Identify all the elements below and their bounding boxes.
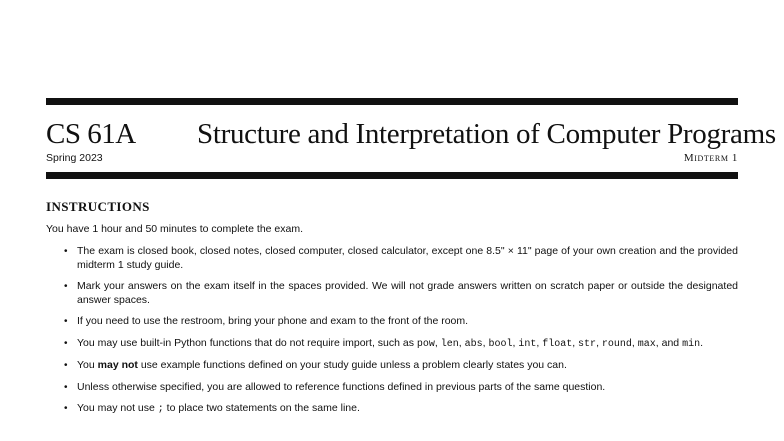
bullet-icon: • xyxy=(64,281,68,292)
bullet-icon: • xyxy=(64,381,68,393)
builtin-function: round xyxy=(601,338,632,350)
separator: , xyxy=(572,336,579,349)
bullet-icon: • xyxy=(64,337,68,349)
exam-name: Midterm 1 xyxy=(683,152,738,164)
term-label: Spring 2023 xyxy=(46,152,103,164)
builtin-function: str xyxy=(578,338,597,350)
list-item-text: Unless otherwise specified, you are allowed to reference functions defined in previous parts of the same question. xyxy=(77,380,606,393)
bullet-icon: • xyxy=(64,246,68,257)
builtin-function: int xyxy=(518,338,537,350)
header-bottom-rule xyxy=(46,172,738,179)
separator: , xyxy=(434,336,441,349)
list-item-suffix: use example functions defined on your study guide unless a problem clearly states you can. xyxy=(137,359,567,371)
bullet-icon: • xyxy=(64,360,68,371)
list-item-suffix: to place two statements on the same line. xyxy=(163,402,360,414)
semicolon-code: ; xyxy=(157,404,164,415)
list-item xyxy=(64,359,738,373)
emphasis-text: may not xyxy=(97,359,138,371)
builtin-function: abs xyxy=(464,338,483,350)
separator: , and xyxy=(655,336,683,349)
list-item-prefix: You xyxy=(77,359,98,371)
header-top-rule xyxy=(46,98,738,105)
list-item xyxy=(64,402,738,417)
list-item xyxy=(64,315,738,329)
list-item-text: If you need to use the restroom, bring your phone and exam to the front of the room. xyxy=(77,315,469,327)
instructions-intro: You have 1 hour and 50 minutes to complete the exam. xyxy=(46,223,304,235)
builtin-function: min xyxy=(682,338,701,350)
bullet-icon: • xyxy=(64,316,68,327)
list-item xyxy=(64,381,738,395)
builtin-function: float xyxy=(542,338,573,350)
course-title: Structure and Interpretation of Computer Programs xyxy=(197,118,776,150)
separator: , xyxy=(458,336,465,349)
list-item-prefix: You may use built-in Python functions that do not require import, such as xyxy=(77,336,417,349)
bullet-icon: • xyxy=(64,403,68,414)
list-item-text xyxy=(77,337,703,349)
course-code: CS 61A xyxy=(46,118,136,150)
list-item-text: Mark your answers on the exam itself in the spaces provided. We will not grade answers written on scratch paper or outside the designated answer spaces. xyxy=(77,280,738,306)
instructions-heading: INSTRUCTIONS xyxy=(46,199,150,214)
builtin-function: max xyxy=(637,338,656,350)
list-item xyxy=(64,280,738,307)
list-item-text xyxy=(77,359,567,371)
builtin-function: len xyxy=(440,338,459,350)
list-item-prefix: You may not use xyxy=(77,402,158,414)
list-item-suffix: . xyxy=(700,336,703,349)
list-item xyxy=(64,245,738,272)
list-item xyxy=(64,337,738,352)
separator: , xyxy=(631,336,638,349)
instructions-list xyxy=(64,245,738,425)
separator: , xyxy=(482,336,489,349)
separator: , xyxy=(536,336,543,349)
builtin-function: pow xyxy=(416,338,435,350)
builtin-function: bool xyxy=(488,338,513,350)
separator: , xyxy=(512,336,519,349)
list-item-text xyxy=(77,402,360,414)
separator: , xyxy=(596,336,602,349)
list-item-text: The exam is closed book, closed notes, closed computer, closed calculator, except one 8.5" × 11" page of your own creation and the provided midterm 1 study guide. xyxy=(77,245,738,271)
